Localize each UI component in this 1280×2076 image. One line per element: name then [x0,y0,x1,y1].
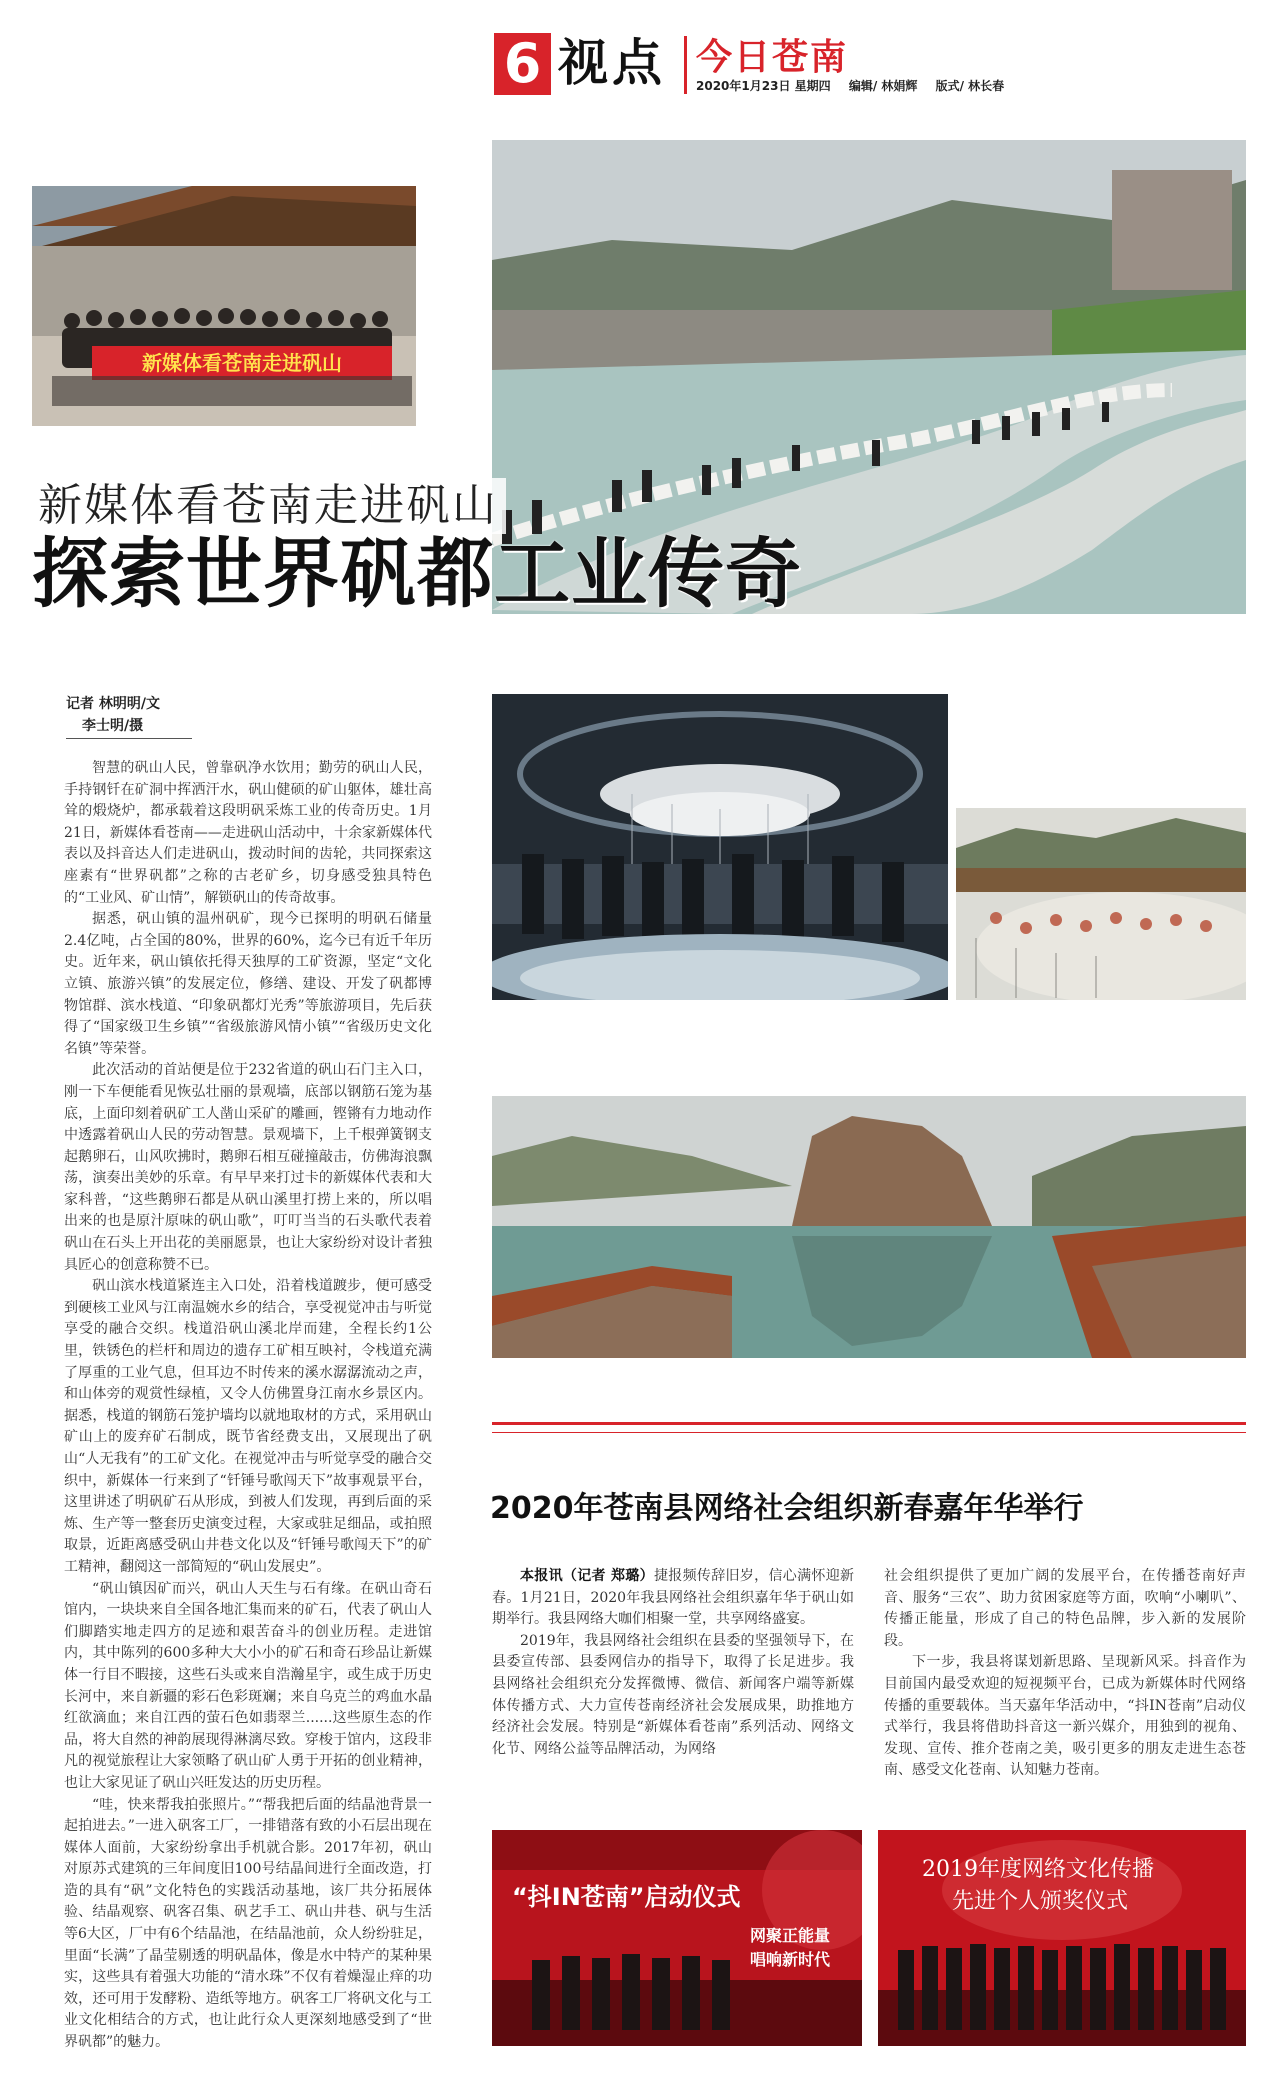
stage-award-text-2: 先进个人颁奖仪式 [952,1889,1129,1914]
photo-group-banner [32,186,416,426]
news-column-1 [492,1566,854,1760]
news-column-2 [884,1566,1246,1782]
masthead-meta [696,78,1018,94]
issue-date: 2020年1月23日 星期四 [696,79,831,93]
feature-title: 探索世界矾都工业传奇 [32,529,802,618]
feature-subtitle: 新媒体看苍南走进矾山 [34,478,506,534]
layout-credit: 版式/ 林长春 [935,79,1005,93]
photo-rock-boardwalk [492,1096,1246,1358]
byline-photographer: 李士明/摄 [82,718,144,734]
masthead-divider [684,36,687,94]
editor-credit: 编辑/ 林娟辉 [848,79,918,93]
article-paragraph: 智慧的矾山人民，曾靠矾净水饮用；勤劳的矾山人民，手持钢钎在矿洞中挥洒汗水，矾山健硕的矿山躯体，雄壮高耸的煅烧炉，都承载着这段明矾采炼工业的传奇历史。1月21日，新媒体看苍南——走进矾山活动中，十余家新媒体代表以及抖音达人们走进矾山，拨动时间的齿轮，共同探索这座素有“世界矾都”之称的古老矿乡，切身感受独具特色的“工业风、矿山情”，解锁矾山的传奇故事。 [64,760,432,906]
photo-award-ceremony [878,1830,1246,2046]
stage-slogan-1: 网聚正能量 [750,1926,831,1945]
article-paragraph: 据悉，矾山镇的温州矾矿，现今已探明的明矾石储量2.4亿吨，占全国的80%，世界的60%，迄今已有近千年历史。近年来，矾山镇依托得天独厚的工矿资源，坚定“文化立镇、旅游兴镇”的发展定位，修缮、建设、开发了矾都博物馆群、滨水栈道、“印象矾都灯光秀”等旅游项目，先后获得了“国家级卫生乡镇”“省级旅游风情小镇”“省级历史文化名镇”等荣誉。 [64,911,432,1057]
section-title: 视点 [558,34,666,92]
photo-stone-garden [956,808,1246,1000]
news-lead: 本报讯（记者 郑璐） [520,1568,654,1584]
photo-museum-interior [492,694,948,1000]
section-rule-top [492,1422,1246,1425]
page-number-badge: 6 [494,33,551,95]
byline-reporter: 记者 林明明/文 [66,696,160,712]
byline-divider [66,738,192,739]
news-paragraph: 2019年，我县网络社会组织在县委的坚强领导下，在县委宣传部、县委网信办的指导下，取得了长足进步。我县网络社会组织充分发挥微博、微信、新闻客户端等新媒体传播方式、大力宣传苍南经济社会发展成果，助推地方经济社会发展。特别是“新媒体看苍南”系列活动、网络文化节、网络公益等品牌活动，为网络 [492,1632,854,1757]
article-paragraph: “哇，快来帮我拍张照片。”“帮我把后面的结晶池背景一起拍进去。”一进入矾客工厂，一排错落有致的小石层出现在媒体人面前，大家纷纷拿出手机就合影。2017年初，矾山对原苏式建筑的三年间度旧100号结晶间进行全面改造，打造的具有“矾”文化特色的实践活动基地，该厂共分拓展体验、结晶观察、矾客召集、矾艺手工、矾山井巷、矾与生活等6大区，厂中有6个结晶池，在结晶池前，众人纷纷驻足，里面“长满”了晶莹剔透的明矾晶体，像是水中特产的某种果实，这些具有着强大功能的“清水珠”不仅有着燥湿止痒的功效，还可用于发酵粉、造纸等地方。矾客工厂将矾文化与工业文化相结合的方式，也让此行众人更深刻地感受到了“世界矾都”的魅力。 [64,1796,432,2051]
stage-award-text-1: 2019年度网络文化传播 [922,1857,1154,1882]
banner-text: 新媒体看苍南走进矾山 [142,351,342,375]
article-paragraph: 矾山滨水栈道紧连主入口处，沿着栈道踱步，便可感受到硬核工业风与江南温婉水乡的结合，享受视觉冲击与听觉享受的融合交织。栈道沿矾山溪北岸而建，全程长约1公里，铁锈色的栏杆和周边的遗存工矿相互映衬，令栈道充满了厚重的工业气息，但耳边不时传来的溪水潺潺流动之声，和山体旁的观赏性绿植，又令人仿佛置身江南水乡景区内。据悉，栈道的钢筋石笼护墙均以就地取材的方式，采用矾山矿山上的废弃矿石制成，既节省经费支出，又展现出了矾山“人无我有”的工矿文化。在视觉冲击与听觉享受的融合交织中，新媒体一行来到了“钎锤号歌闯天下”故事观景平台，这里讲述了明矾矿石从形成，到被人们发现，再到后面的采炼、生产等一整套历史演变过程，大家或驻足细品，或拍照取景，近距离感受矾山井巷文化以及“钎锤号歌闯天下”的矿工精神，翻阅这一部简短的“矾山发展史”。 [64,1278,432,1575]
newspaper-brand: 今日苍南 [696,37,849,78]
feature-article [64,758,432,2054]
section-rule-thin [492,1432,1246,1433]
stage-slogan-2: 唱响新时代 [750,1950,831,1969]
news-paragraph: 下一步，我县将谋划新思路、呈现新风采。抖音作为目前国内最受欢迎的短视频平台，已成为新媒体时代网络传播的重要载体。当天嘉年华活动中，“抖IN苍南”启动仪式举行，我县将借助抖音这一新兴媒介，用独到的视角、发现、宣传、推介苍南之美，吸引更多的朋友走进生态苍南、感受文化苍南、认知魅力苍南。 [884,1654,1246,1779]
article-paragraph: 此次活动的首站便是位于232省道的矾山石门主入口，刚一下车便能看见恢弘壮丽的景观墙，底部以钢筋石笼为基底，上面印刻着矾矿工人凿山采矿的雕画，铿锵有力地动作中透露着矾山人民的劳动智慧。景观墙下，上千根弹簧钢支起鹅卵石，山风吹拂时，鹅卵石相互碰撞敲击，仿佛海浪飘荡，演奏出美妙的乐章。有早早来打过卡的新媒体代表和大家科普，“这些鹅卵石都是从矾山溪里打捞上来的，所以唱出来的也是原汁原味的矾山歌”，叮叮当当的石头歌代表着矾山在石头上开出花的美丽愿景，也让大家纷纷对设计者独具匠心的创意称赞不已。 [64,1062,432,1273]
news-title: 2020年苍南县网络社会组织新春嘉年华举行 [490,1491,1084,1526]
stage-launch-text: “抖IN苍南”启动仪式 [512,1883,741,1911]
article-paragraph: “矾山镇因矿而兴，矾山人天生与石有缘。在矾山奇石馆内，一块块来自全国各地汇集而来的矿石，代表了矾山人们脚踏实地走四方的足迹和艰苦奋斗的创业历程。走进馆内，其中陈列的600多种大大小小的矿石和奇石珍品让新媒体一行目不暇接，这些石头或来自浩瀚星宇，或生成于历史长河中，来自新疆的彩石色彩斑斓；来自乌克兰的鸡血水晶红欲滴血；来自江西的萤石色如翡翠兰......这些原生态的作品，将大自然的神韵展现得淋漓尽致。穿梭于馆内，这段非凡的视觉旅程让大家领略了矾山矿人勇于开拓的创业精神，也让大家见证了矾山兴旺发达的历史历程。 [64,1580,432,1791]
news-paragraph: 本报讯（记者 郑璐）捷报频传辞旧岁，信心满怀迎新春。1月21日，2020年我县网络社会组织嘉年华于矾山如期举行。我县网络大咖们相聚一堂，共享网络盛宴。 [492,1568,855,1628]
news-paragraph: 社会组织提供了更加广阔的发展平台，在传播苍南好声音、服务“三农”、助力贫困家庭等方面，吹响“小喇叭”、传播正能量，形成了自己的特色品牌，步入新的发展阶段。 [884,1568,1246,1649]
photo-launch-ceremony [492,1830,862,2046]
